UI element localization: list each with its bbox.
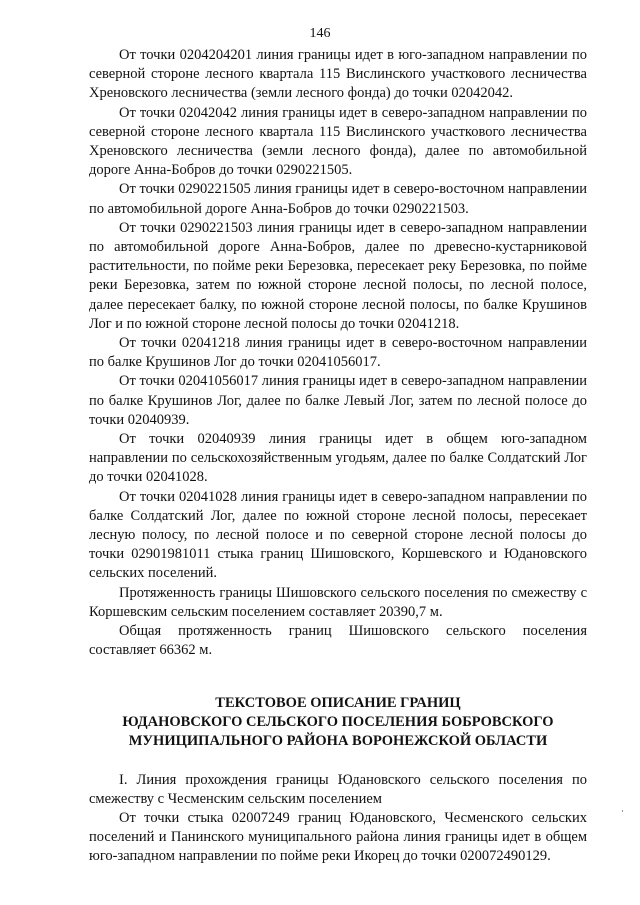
scan-speck [622, 810, 623, 812]
page-number: 146 [309, 26, 331, 41]
paragraph: От точки 02041056017 линия границы идет в северо-западном направлении по балке Крушинов Лог, далее по балке Левый Лог, затем по лесной полосе до точки 02040939. [89, 373, 587, 428]
heading-line: ТЕКСТОВОЕ ОПИСАНИЕ ГРАНИЦ [215, 694, 461, 711]
document-body [89, 46, 587, 867]
paragraph: I. Линия прохождения границы Юдановского сельского поселения по смежеству с Чесменским сельским поселением [89, 771, 587, 807]
heading-line: ЮДАНОВСКОГО СЕЛЬСКОГО ПОСЕЛЕНИЯ БОБРОВСКОГО [122, 713, 554, 730]
paragraph: От точки 0290221505 линия границы идет в северо-восточном направлении по автомобильной дороге Анна-Бобров до точки 0290221503. [89, 181, 587, 217]
heading-line: МУНИЦИПАЛЬНОГО РАЙОНА ВОРОНЕЖСКОЙ ОБЛАСТИ [128, 732, 548, 749]
section-heading [89, 694, 587, 751]
paragraph: От точки стыка 02007249 границ Юдановского, Чесменского сельских поселений и Панинского муниципального района линия границы идет в общем юго-западном направлении по пойме реки Икорец до точки 020072490129. [89, 809, 587, 865]
paragraph: От точки 02041218 линия границы идет в северо-восточном направлении по балке Крушинов Лог до точки 02041056017. [89, 335, 587, 371]
paragraph: Протяженность границы Шишовского сельского поселения по смежеству с Коршевским сельским поселением составляет 20390,7 м. [89, 584, 587, 620]
paragraph: От точки 02042042 линия границы идет в северо-западном направлении по северной стороне лесного квартала 115 Вислинского участкового лесничества Хреновского лесничества (земли лесного фонда), далее по автомобильной дороге Анна-Бобров до точки 0290221505. [89, 104, 587, 179]
paragraph: От точки 02040939 линия границы идет в общем юго-западном направлении по сельскохозяйственным угодьям, далее по балке Солдатский Лог до точки 02041028. [89, 431, 587, 486]
paragraph: От точки 0290221503 линия границы идет в северо-западном направлении по автомобильной дороге Анна-Бобров, далее по древесно-кустарниковой растительности, по пойме реки Березовка, пересекает реку Березовка, по пойме реки Березовка, затем по южной стороне лесной полосы, по лесной полосе, далее пересекает балку, по южной стороне лесной полосы, по балке Крушинов Лог и по южной стороне лесной полосы до точки 02041218. [89, 219, 587, 332]
paragraph: Общая протяженность границ Шишовского сельского поселения составляет 66362 м. [89, 623, 587, 659]
paragraph: От точки 0204204201 линия границы идет в юго-западном направлении по северной стороне лесного квартала 115 Вислинского участкового лесничества Хреновского лесничества (земли лесного фонда) до точки 02042042. [89, 47, 587, 102]
paragraph: От точки 02041028 линия границы идет в северо-западном направлении по балке Солдатский Лог, далее по южной стороне лесной полосы, пересекает лесную полосу, по лесной полосе и по северной стороне лесной полосы до точки 02901981011 стыка границ Шишовского, Коршевского и Юдановского сельских поселений. [89, 488, 587, 582]
